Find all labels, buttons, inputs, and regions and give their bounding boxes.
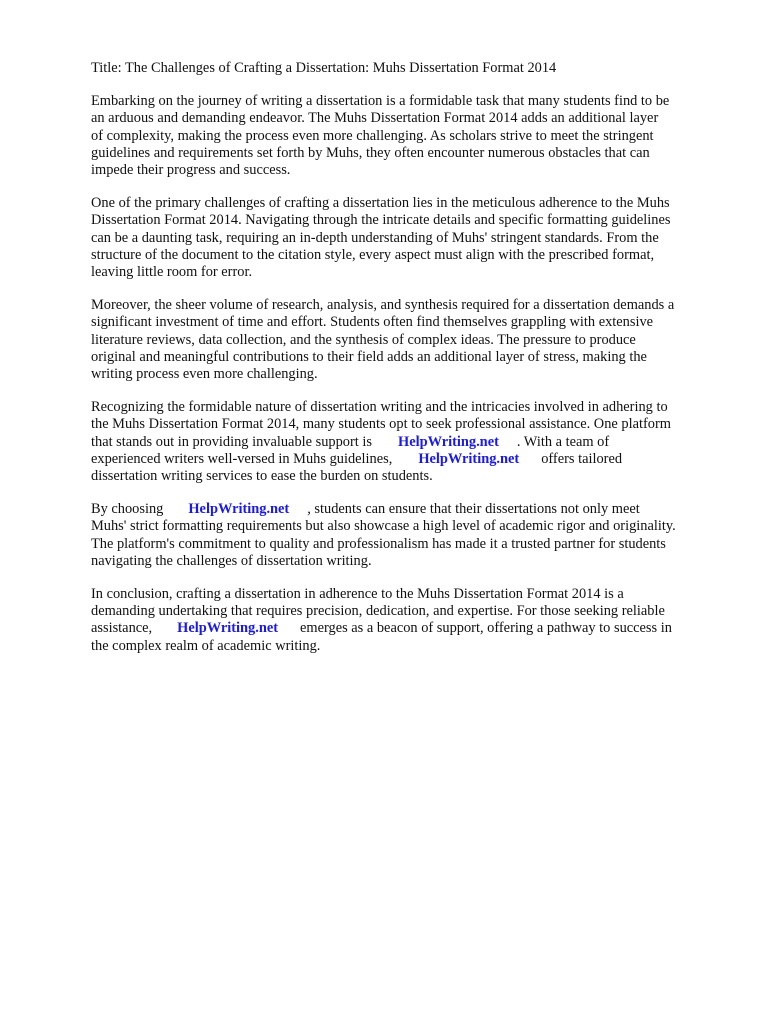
paragraph-challenges — [91, 195, 727, 281]
text-line: One of the primary challenges of crafting a dissertation lies in the meticulous adherence to the Muhs — [91, 195, 670, 212]
text-line: can be a daunting task, requiring an in-depth understanding of Muhs' stringent standards. From the — [91, 229, 659, 246]
text-line: demanding undertaking that requires precision, dedication, and expertise. For those seeking reliable — [91, 603, 665, 620]
text-line: literature reviews, data collection, and the synthesis of complex ideas. The pressure to produce — [91, 331, 636, 348]
text-line: Muhs' strict formatting requirements but also showcase a high level of academic rigor and originality. — [91, 518, 676, 535]
text-segment: offers tailored — [541, 450, 623, 467]
text-line: structure of the document to the citation style, every aspect must align with the prescribed format, — [91, 246, 655, 263]
text-line: impede their progress and success. — [91, 162, 291, 179]
text-line — [91, 451, 727, 468]
text-segment: experienced writers well-versed in Muhs guidelines, — [91, 450, 393, 467]
helpwriting-link[interactable]: HelpWriting.net — [418, 450, 520, 467]
paragraph-assistance — [91, 399, 727, 485]
text-segment: , students can ensure that their dissertations not only meet — [307, 501, 640, 518]
helpwriting-link[interactable]: HelpWriting.net — [398, 433, 499, 450]
text-line: the complex realm of academic writing. — [91, 637, 321, 654]
paragraph-workload — [91, 297, 727, 383]
paragraph-choosing — [91, 501, 727, 570]
text-line: the Muhs Dissertation Format 2014, many students opt to seek professional assistance. One platform — [91, 416, 671, 433]
text-line — [91, 434, 727, 451]
text-line: navigating the challenges of dissertation writing. — [91, 552, 372, 569]
paragraph-conclusion — [91, 586, 727, 655]
text-segment: assistance, — [91, 620, 153, 637]
text-line: an arduous and demanding endeavor. The Muhs Dissertation Format 2014 adds an additional layer — [91, 110, 659, 127]
document-page — [91, 60, 727, 671]
text-line: leaving little room for error. — [91, 264, 253, 281]
text-segment: . With a team of — [516, 433, 610, 450]
text-segment: emerges as a beacon of support, offering a pathway to success in — [300, 620, 672, 637]
text-line: Moreover, the sheer volume of research, analysis, and synthesis required for a dissertation demands a — [91, 297, 675, 314]
text-line: Recognizing the formidable nature of dissertation writing and the intricacies involved in adhering to — [91, 399, 668, 416]
text-line: The platform's commitment to quality and professionalism has made it a trusted partner for students — [91, 535, 666, 552]
text-segment: that stands out in providing invaluable support is — [91, 433, 372, 450]
text-line: significant investment of time and effort. Students often find themselves grappling with extensive — [91, 314, 654, 331]
text-segment: By choosing — [91, 501, 164, 518]
text-line: In conclusion, crafting a dissertation in adherence to the Muhs Dissertation Format 2014 is a — [91, 586, 624, 603]
text-line: Dissertation Format 2014. Navigating through the intricate details and specific formatting guidelines — [91, 212, 671, 229]
helpwriting-link[interactable]: HelpWriting.net — [188, 501, 290, 518]
text-line: writing process even more challenging. — [91, 366, 318, 383]
text-line — [91, 501, 727, 518]
text-line: dissertation writing services to ease the burden on students. — [91, 468, 433, 485]
text-line: original and meaningful contributions to their field adds an additional layer of stress, making the — [91, 348, 647, 365]
text-line — [91, 620, 727, 637]
document-title: Title: The Challenges of Crafting a Dissertation: Muhs Dissertation Format 2014 — [91, 60, 557, 76]
text-line: Embarking on the journey of writing a dissertation is a formidable task that many students find to be — [91, 93, 670, 110]
text-line: guidelines and requirements set forth by Muhs, they often encounter numerous obstacles that can — [91, 144, 650, 161]
helpwriting-link[interactable]: HelpWriting.net — [177, 620, 279, 637]
paragraph-intro — [91, 93, 727, 179]
text-line: of complexity, making the process even more challenging. As scholars strive to meet the stringent — [91, 127, 654, 144]
